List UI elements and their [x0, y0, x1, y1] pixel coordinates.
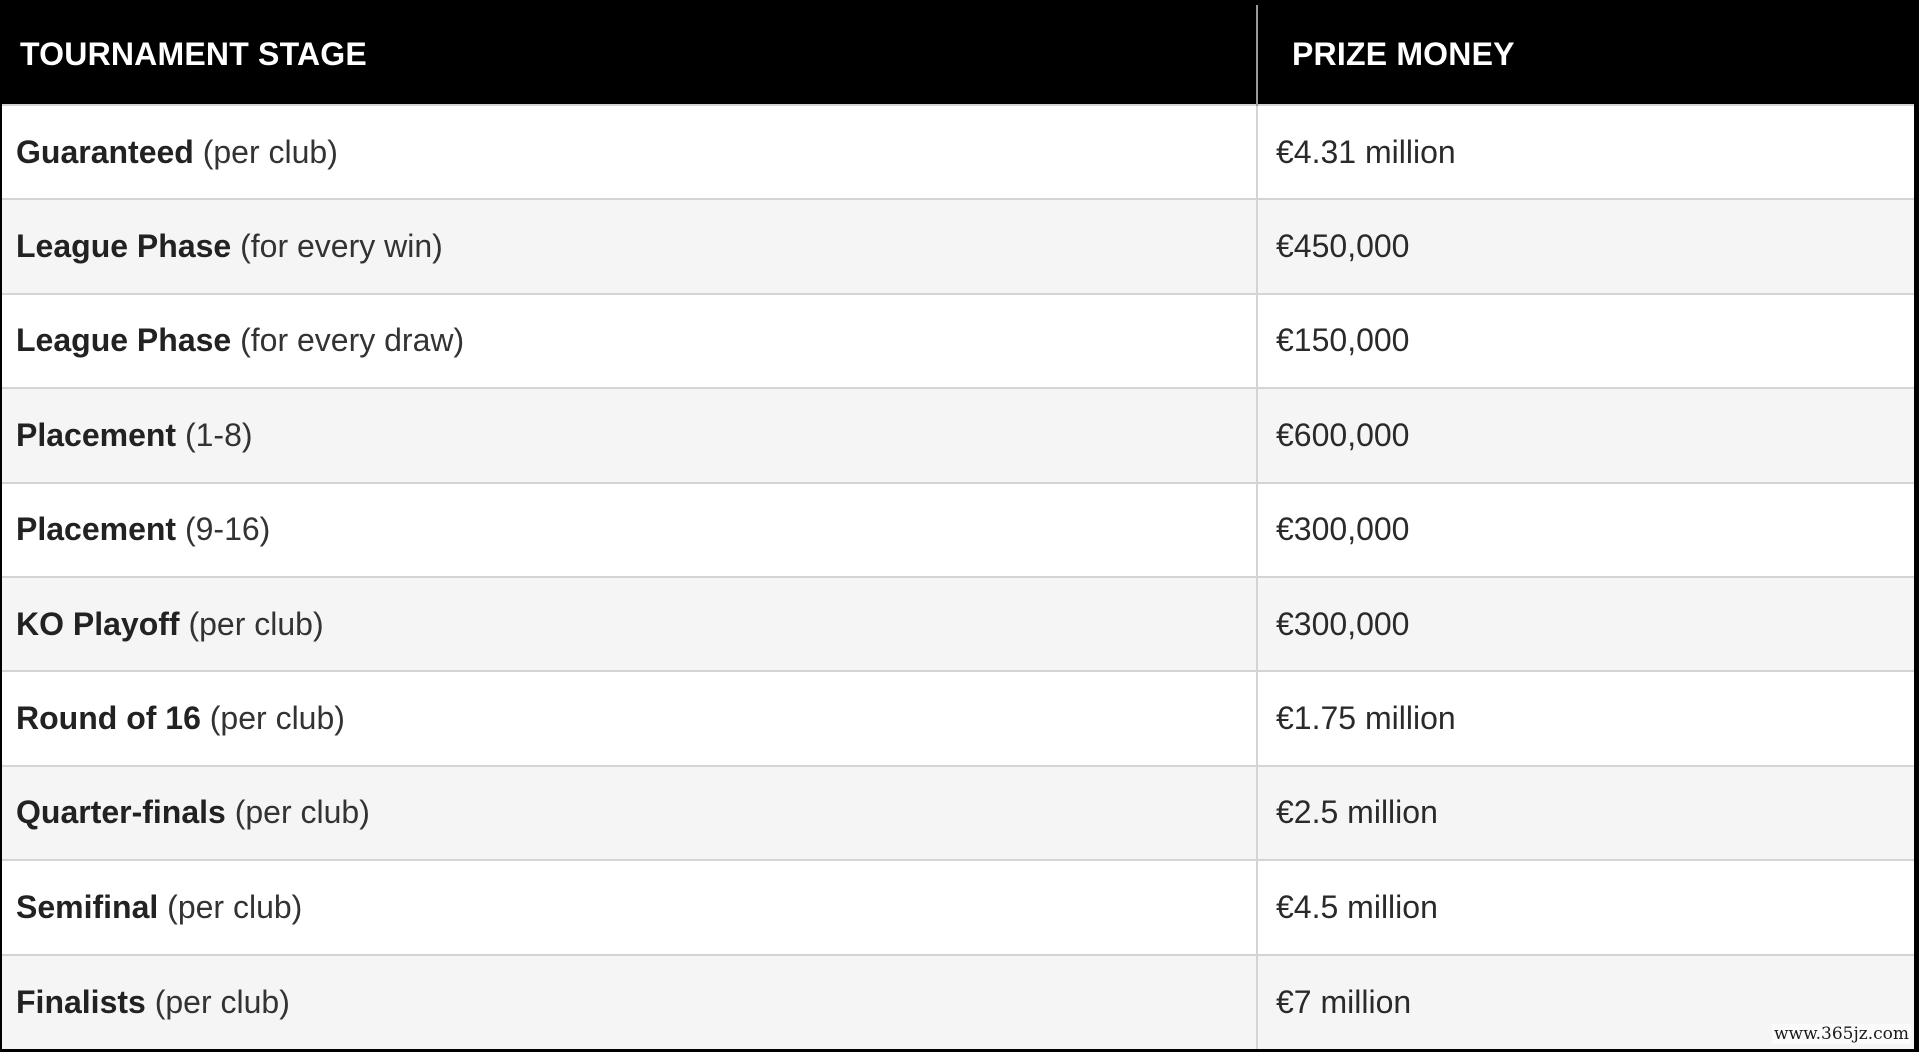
prize-cell: €300,000 [1257, 483, 1914, 577]
stage-note: (per club) [145, 983, 290, 1020]
stage-cell [2, 577, 1257, 671]
stage-name: Finalists [16, 983, 146, 1020]
stage-note: (9-16) [176, 511, 271, 548]
stage-cell [2, 105, 1257, 199]
stage-name: Quarter-finals [16, 794, 226, 831]
table-row [2, 860, 1914, 954]
table-body [2, 105, 1914, 1049]
site-watermark: www.365jz.com [1774, 1024, 1909, 1044]
prize-cell: €7 million [1257, 955, 1914, 1049]
header-row [2, 5, 1914, 105]
stage-name: Round of 16 [16, 700, 201, 737]
prize-cell: €2.5 million [1257, 766, 1914, 860]
prize-cell: €600,000 [1257, 388, 1914, 482]
stage-name: League Phase [16, 322, 232, 359]
stage-note: (per club) [158, 888, 303, 925]
stage-note: (per club) [200, 700, 345, 737]
stage-cell [2, 860, 1257, 954]
table-row [2, 483, 1914, 577]
table-row [2, 955, 1914, 1049]
stage-note: (per club) [193, 133, 338, 170]
prize-cell: €450,000 [1257, 199, 1914, 293]
prize-cell: €4.31 million [1257, 105, 1914, 199]
prize-cell: €1.75 million [1257, 671, 1914, 765]
stage-cell [2, 483, 1257, 577]
table-row [2, 766, 1914, 860]
stage-name: Guaranteed [16, 133, 194, 170]
stage-note: (for every draw) [231, 322, 465, 359]
table-row [2, 388, 1914, 482]
stage-cell [2, 388, 1257, 482]
stage-cell [2, 199, 1257, 293]
stage-name: League Phase [16, 228, 232, 265]
prize-cell: €150,000 [1257, 294, 1914, 388]
prize-money-table [2, 5, 1914, 1049]
stage-note: (per club) [179, 605, 324, 642]
table-row [2, 294, 1914, 388]
stage-cell [2, 294, 1257, 388]
stage-note: (per club) [225, 794, 370, 831]
table-row [2, 105, 1914, 199]
stage-name: Placement [16, 416, 177, 453]
prize-cell: €300,000 [1257, 577, 1914, 671]
stage-name: KO Playoff [16, 605, 180, 642]
stage-cell [2, 955, 1257, 1049]
header-prize-money: PRIZE MONEY [1257, 5, 1914, 105]
stage-cell [2, 766, 1257, 860]
stage-cell [2, 671, 1257, 765]
header-tournament-stage: TOURNAMENT STAGE [2, 5, 1257, 105]
stage-name: Placement [16, 511, 177, 548]
table-row [2, 199, 1914, 293]
stage-note: (1-8) [176, 416, 253, 453]
table-row [2, 577, 1914, 671]
table-row [2, 671, 1914, 765]
stage-note: (for every win) [231, 228, 443, 265]
prize-cell: €4.5 million [1257, 860, 1914, 954]
table-header [2, 5, 1914, 105]
stage-name: Semifinal [16, 888, 159, 925]
